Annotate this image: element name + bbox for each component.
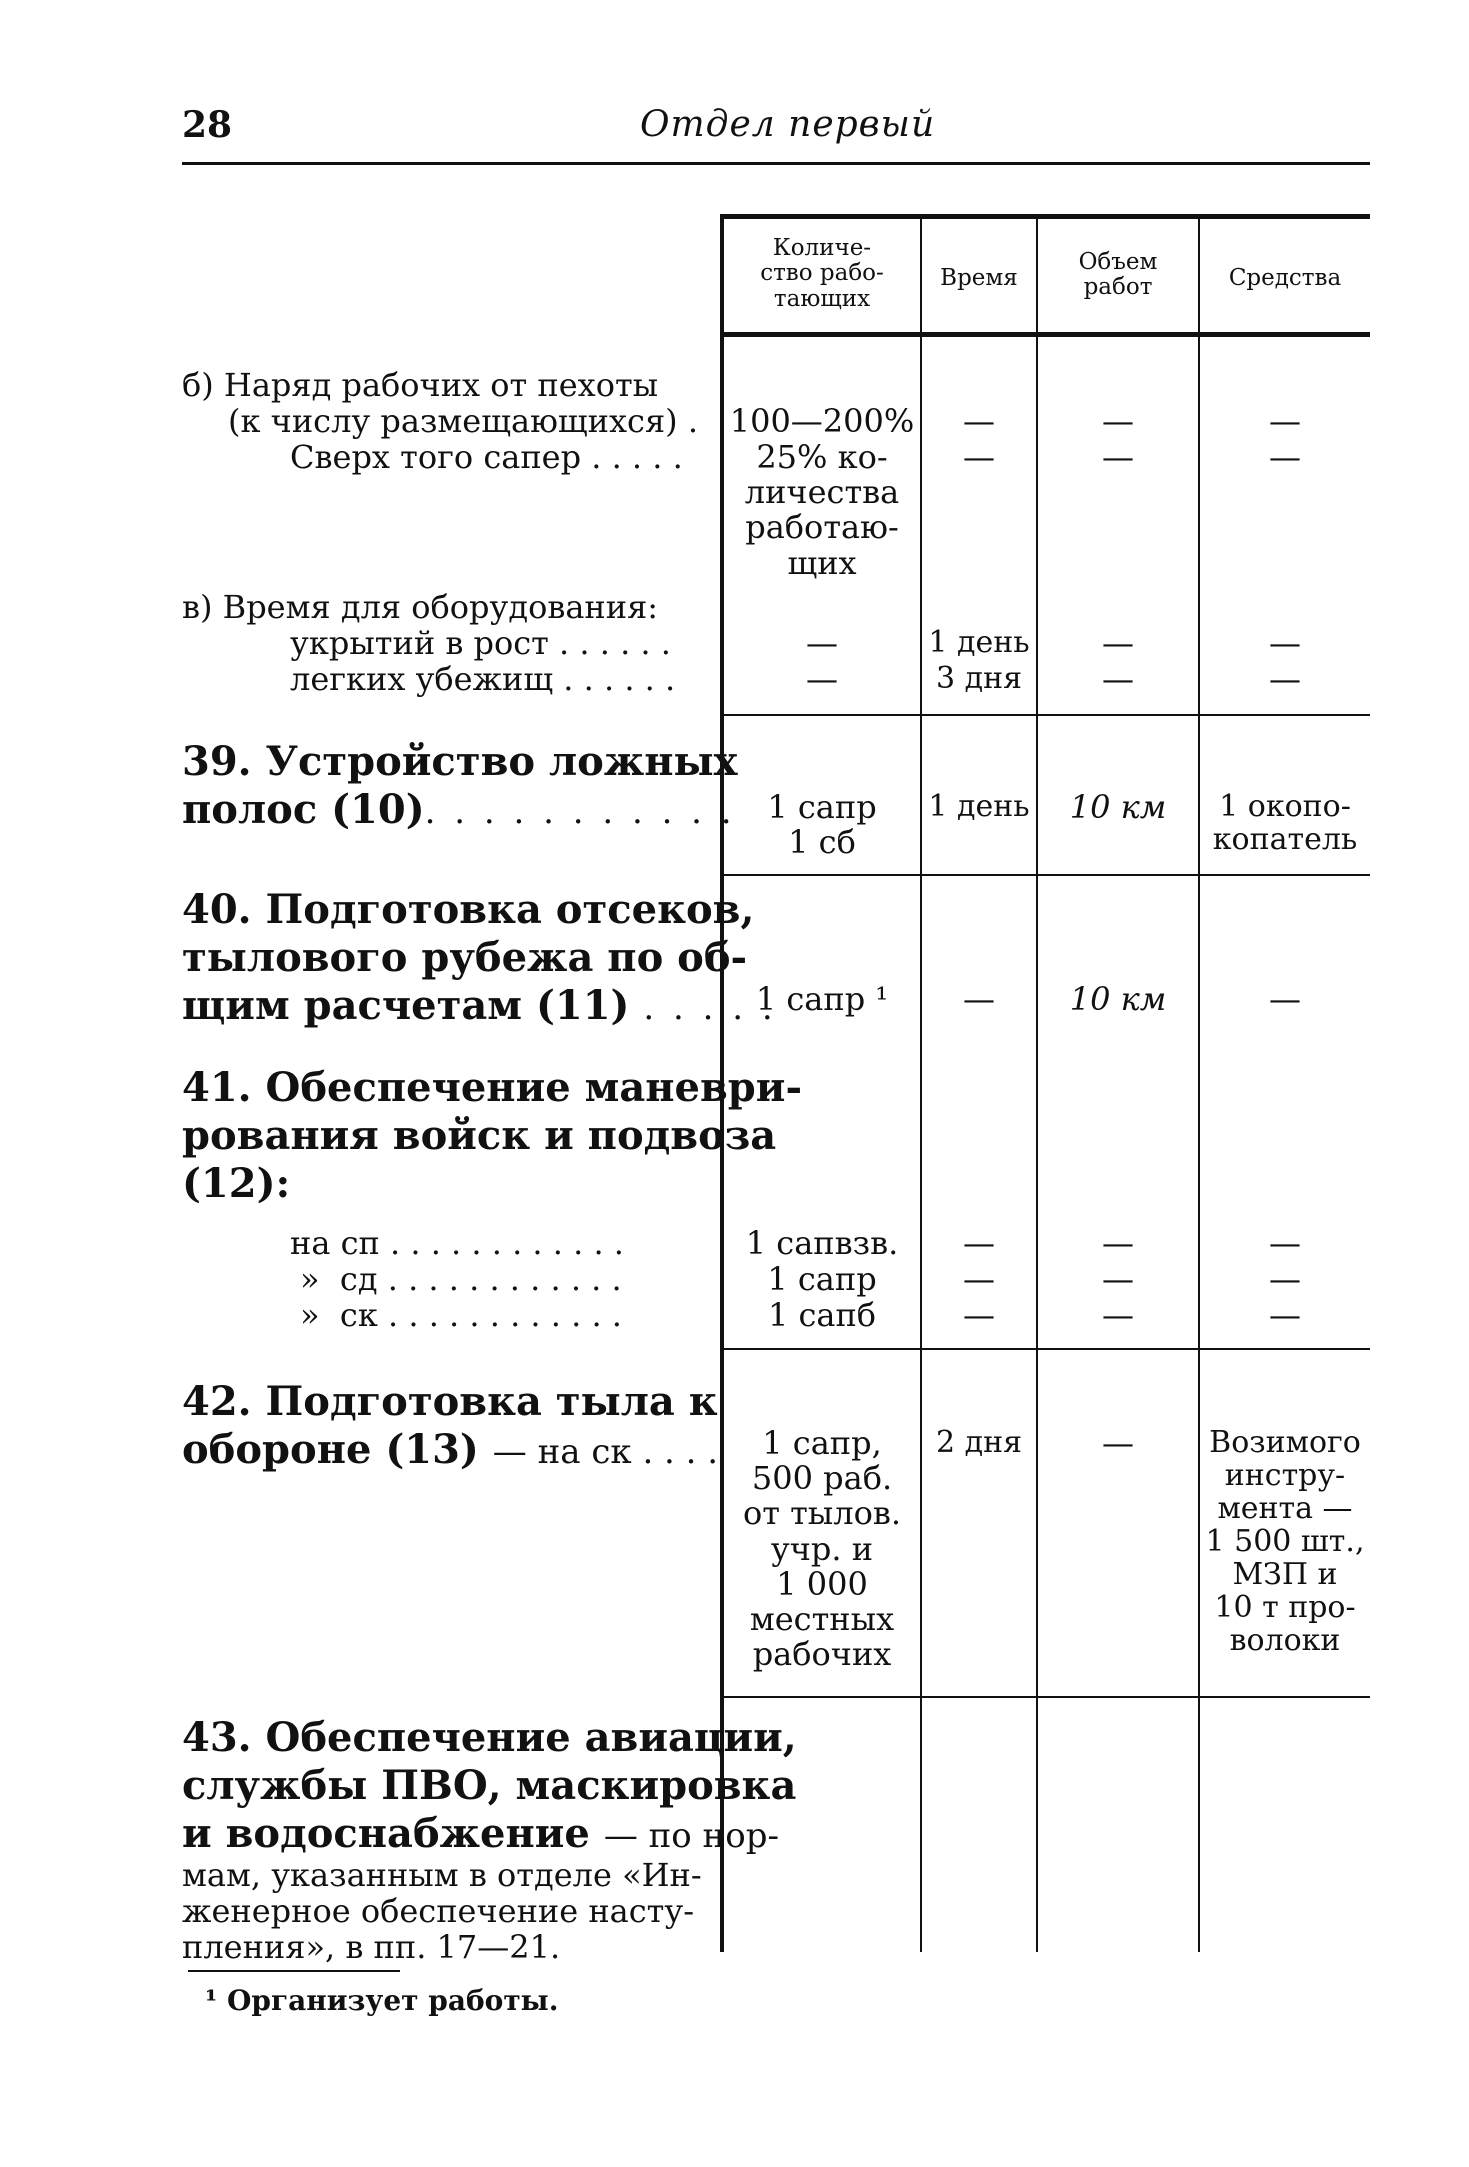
item-41-workers-2: 1 сапр	[767, 1260, 877, 1298]
item-42-suffix: — на ск . . . .	[492, 1432, 719, 1472]
item-43-line-4: мам, указанным в отделе «Ин-	[182, 1856, 702, 1894]
dash: —	[1269, 660, 1301, 698]
dash: —	[1102, 624, 1134, 662]
item-43-title-3	[182, 1810, 779, 1859]
item-42-title-2-text: обороне (13)	[182, 1426, 479, 1473]
header-volume: Объем работ	[1078, 249, 1158, 301]
page-number: 28	[182, 104, 233, 146]
header-means: Средства	[1228, 265, 1342, 291]
item-41-title-2: рования войск и подвоза	[182, 1112, 777, 1159]
row-b-workers-2: 25% ко- личества работаю- щих	[744, 438, 900, 582]
item-41-workers-1: 1 сапвзв.	[745, 1224, 899, 1262]
row-v-time-1: 1 день	[928, 625, 1030, 660]
item-43-title-3-text: и водоснабжение	[182, 1810, 590, 1857]
item-43-suffix: — по нор-	[603, 1816, 779, 1856]
dash: —	[963, 438, 995, 476]
item-41-title-3: (12):	[182, 1160, 291, 1207]
item-40-title-1: 40. Подготовка отсеков,	[182, 886, 755, 933]
dash: —	[1102, 660, 1134, 698]
item-39-volume: 10 км	[1069, 788, 1167, 826]
item-39-title-2-text: полос (10)	[182, 786, 425, 833]
footnote-rule	[188, 1970, 400, 1972]
dash: —	[1269, 402, 1301, 440]
item-43-line-5: женерное обеспечение насту-	[182, 1892, 695, 1930]
row-v-time-2: 3 дня	[935, 661, 1022, 696]
item-40-workers: 1 сапр ¹	[755, 980, 889, 1018]
item-40-title-3-text: щим расчетам (11)	[182, 982, 630, 1029]
item-39-dots: . . . . . . . . . . .	[424, 792, 736, 832]
row-b-workers-1: 100—200%	[729, 402, 915, 440]
row-v-line3: легких убежищ . . . . . .	[290, 660, 676, 698]
dash: —	[1269, 980, 1301, 1018]
dash: —	[1102, 1260, 1134, 1298]
item-42-workers: 1 сапр, 500 раб. от тылов. учр. и 1 000 местных рабочих	[742, 1424, 902, 1674]
item-40-title-3	[182, 982, 777, 1031]
row-separator	[722, 1696, 1370, 1698]
item-42-time: 2 дня	[935, 1425, 1022, 1460]
dash: —	[1269, 1224, 1301, 1262]
item-39-means: 1 окопо- копатель	[1212, 789, 1358, 857]
table-header-rule	[722, 332, 1370, 337]
row-separator	[722, 714, 1370, 716]
item-40-dots: . . . . .	[643, 988, 777, 1028]
item-39-title-1: 39. Устройство ложных	[182, 738, 738, 785]
item-43-title-1: 43. Обеспечение авиации,	[182, 1714, 797, 1761]
item-42-title-1: 42. Подготовка тыла к	[182, 1378, 718, 1425]
row-v-line2: укрытий в рост . . . . . .	[290, 624, 671, 662]
dash: —	[963, 1224, 995, 1262]
item-39-title-2	[182, 786, 736, 835]
section-title: Отдел первый	[640, 104, 936, 145]
footnote: ¹ Организует работы.	[205, 1984, 559, 2017]
dash: —	[1102, 1296, 1134, 1334]
dash: —	[963, 980, 995, 1018]
item-39-workers: 1 сапр 1 сб	[767, 788, 877, 862]
dash: —	[1269, 1296, 1301, 1334]
dash: —	[1102, 1224, 1134, 1262]
dash: —	[963, 1260, 995, 1298]
item-40-volume: 10 км	[1069, 980, 1167, 1018]
dash: —	[1102, 438, 1134, 476]
item-41-sub-1: на сп . . . . . . . . . . . .	[290, 1224, 624, 1262]
dash: —	[1269, 1260, 1301, 1298]
header-time: Время	[940, 265, 1018, 291]
dash: —	[1269, 438, 1301, 476]
item-41-sub-2: » сд . . . . . . . . . . . .	[300, 1260, 622, 1298]
item-42-title-2	[182, 1426, 718, 1475]
row-b-line3: Сверх того сапер . . . . .	[290, 438, 683, 476]
row-separator	[722, 1348, 1370, 1350]
header-rule	[182, 162, 1370, 165]
dash: —	[806, 624, 838, 662]
dash: —	[806, 660, 838, 698]
header-workers: Количе- ство рабо- тающих	[760, 235, 884, 312]
row-b-line1: б) Наряд рабочих от пехоты	[182, 366, 659, 404]
row-b-line2: (к числу размещающихся) .	[228, 402, 698, 440]
row-separator	[722, 874, 1370, 876]
item-39-time: 1 день	[928, 789, 1030, 824]
item-41-workers-3: 1 сапб	[767, 1296, 877, 1334]
dash: —	[1102, 402, 1134, 440]
item-40-title-2: тылового рубежа по об-	[182, 934, 748, 981]
dash: —	[963, 1296, 995, 1334]
item-42-means: Возимого инстру- мента — 1 500 шт., МЗП и 10 т про- волоки	[1205, 1425, 1365, 1658]
item-43-title-2: службы ПВО, маскировка	[182, 1762, 797, 1809]
item-41-title-1: 41. Обеспечение маневри-	[182, 1064, 803, 1111]
item-43-line-6: пления», в пп. 17—21.	[182, 1928, 561, 1966]
row-v-line1: в) Время для оборудования:	[182, 588, 659, 626]
item-41-sub-3: » ск . . . . . . . . . . . .	[300, 1296, 622, 1334]
dash: —	[1269, 624, 1301, 662]
dash: —	[1102, 1424, 1134, 1462]
dash: —	[963, 402, 995, 440]
table-top-rule	[722, 214, 1370, 219]
